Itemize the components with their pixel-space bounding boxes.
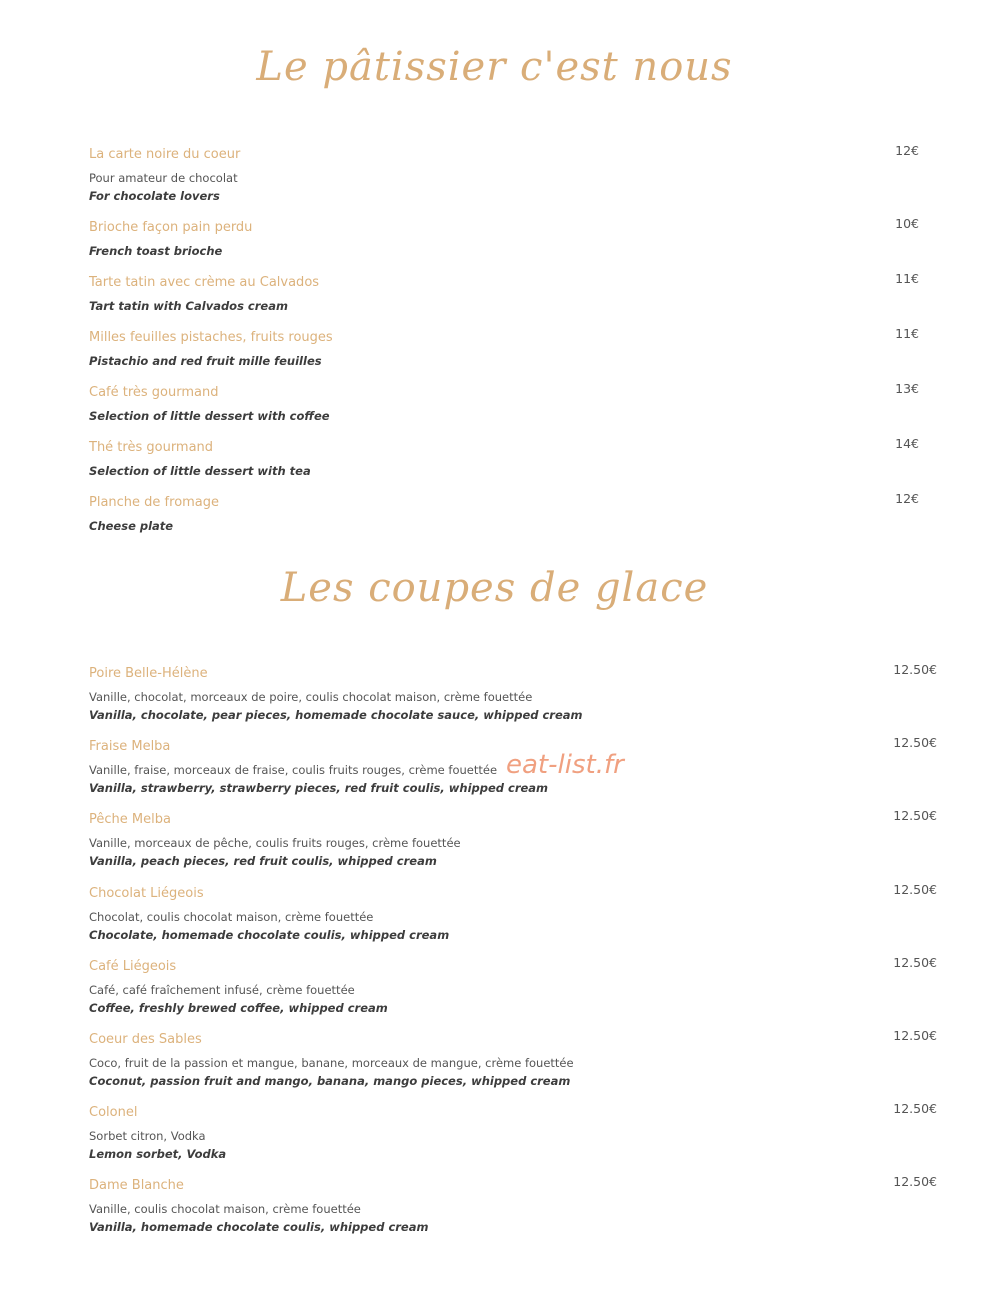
- item-name: Brioche façon pain perdu: [89, 220, 253, 235]
- item-name: Milles feuilles pistaches, fruits rouges: [89, 330, 333, 345]
- item-translation: Coconut, passion fruit and mango, banana, mango pieces, whipped cream: [89, 1074, 571, 1088]
- item-price: 13€: [895, 381, 919, 396]
- item-name: Thé très gourmand: [89, 440, 214, 455]
- item-price: 12.50€: [893, 1028, 937, 1043]
- item-description: Café, café fraîchement infusé, crème fouettée: [89, 983, 355, 997]
- item-translation: Lemon sorbet, Vodka: [89, 1147, 227, 1161]
- item-price: 11€: [895, 271, 919, 286]
- item-translation: Selection of little dessert with tea: [89, 464, 311, 478]
- item-price: 12.50€: [893, 882, 937, 897]
- item-translation: Tart tatin with Calvados cream: [89, 299, 288, 313]
- watermark: eat-list.fr: [506, 750, 624, 780]
- item-price: 12.50€: [893, 1101, 937, 1116]
- item-name: Dame Blanche: [89, 1178, 184, 1193]
- section-title-patissier: Le pâtissier c'est nous: [256, 44, 733, 90]
- item-translation: French toast brioche: [89, 244, 223, 258]
- item-translation: Pistachio and red fruit mille feuilles: [89, 354, 322, 368]
- item-description: Vanille, chocolat, morceaux de poire, coulis chocolat maison, crème fouettée: [89, 690, 533, 704]
- item-description: Chocolat, coulis chocolat maison, crème fouettée: [89, 910, 374, 924]
- item-name: Coeur des Sables: [89, 1032, 202, 1047]
- item-name: Pêche Melba: [89, 812, 171, 827]
- item-name: La carte noire du coeur: [89, 147, 241, 162]
- item-name: Tarte tatin avec crème au Calvados: [89, 275, 320, 290]
- item-translation: Vanilla, homemade chocolate coulis, whipped cream: [89, 1220, 429, 1234]
- item-description: Pour amateur de chocolat: [89, 171, 238, 185]
- item-price: 10€: [895, 216, 919, 231]
- item-description: Vanille, coulis chocolat maison, crème fouettée: [89, 1202, 361, 1216]
- item-description: Sorbet citron, Vodka: [89, 1129, 206, 1143]
- item-description: Vanille, morceaux de pêche, coulis fruits rouges, crème fouettée: [89, 836, 461, 850]
- item-description: Coco, fruit de la passion et mangue, banane, morceaux de mangue, crème fouettée: [89, 1056, 574, 1070]
- item-translation: For chocolate lovers: [89, 189, 220, 203]
- item-translation: Vanilla, chocolate, pear pieces, homemade chocolate sauce, whipped cream: [89, 708, 583, 722]
- item-name: Fraise Melba: [89, 739, 171, 754]
- item-translation: Vanilla, peach pieces, red fruit coulis, whipped cream: [89, 854, 437, 868]
- item-price: 12.50€: [893, 1174, 937, 1189]
- item-price: 14€: [895, 436, 919, 451]
- item-price: 11€: [895, 326, 919, 341]
- item-translation: Selection of little dessert with coffee: [89, 409, 330, 423]
- item-translation: Vanilla, strawberry, strawberry pieces, red fruit coulis, whipped cream: [89, 781, 549, 795]
- item-name: Poire Belle-Hélène: [89, 666, 208, 681]
- item-price: 12.50€: [893, 955, 937, 970]
- item-name: Planche de fromage: [89, 495, 220, 510]
- item-description: Vanille, fraise, morceaux de fraise, coulis fruits rouges, crème fouettée: [89, 763, 498, 777]
- item-translation: Chocolate, homemade chocolate coulis, whipped cream: [89, 928, 450, 942]
- item-name: Chocolat Liégeois: [89, 886, 204, 901]
- item-name: Café Liégeois: [89, 959, 177, 974]
- section-title-coupes: Les coupes de glace: [280, 565, 709, 611]
- item-price: 12€: [895, 491, 919, 506]
- item-price: 12.50€: [893, 735, 937, 750]
- item-price: 12.50€: [893, 808, 937, 823]
- item-name: Colonel: [89, 1105, 138, 1120]
- item-price: 12€: [895, 143, 919, 158]
- item-translation: Coffee, freshly brewed coffee, whipped cream: [89, 1001, 388, 1015]
- item-price: 12.50€: [893, 662, 937, 677]
- item-translation: Cheese plate: [89, 519, 174, 533]
- item-name: Café très gourmand: [89, 385, 219, 400]
